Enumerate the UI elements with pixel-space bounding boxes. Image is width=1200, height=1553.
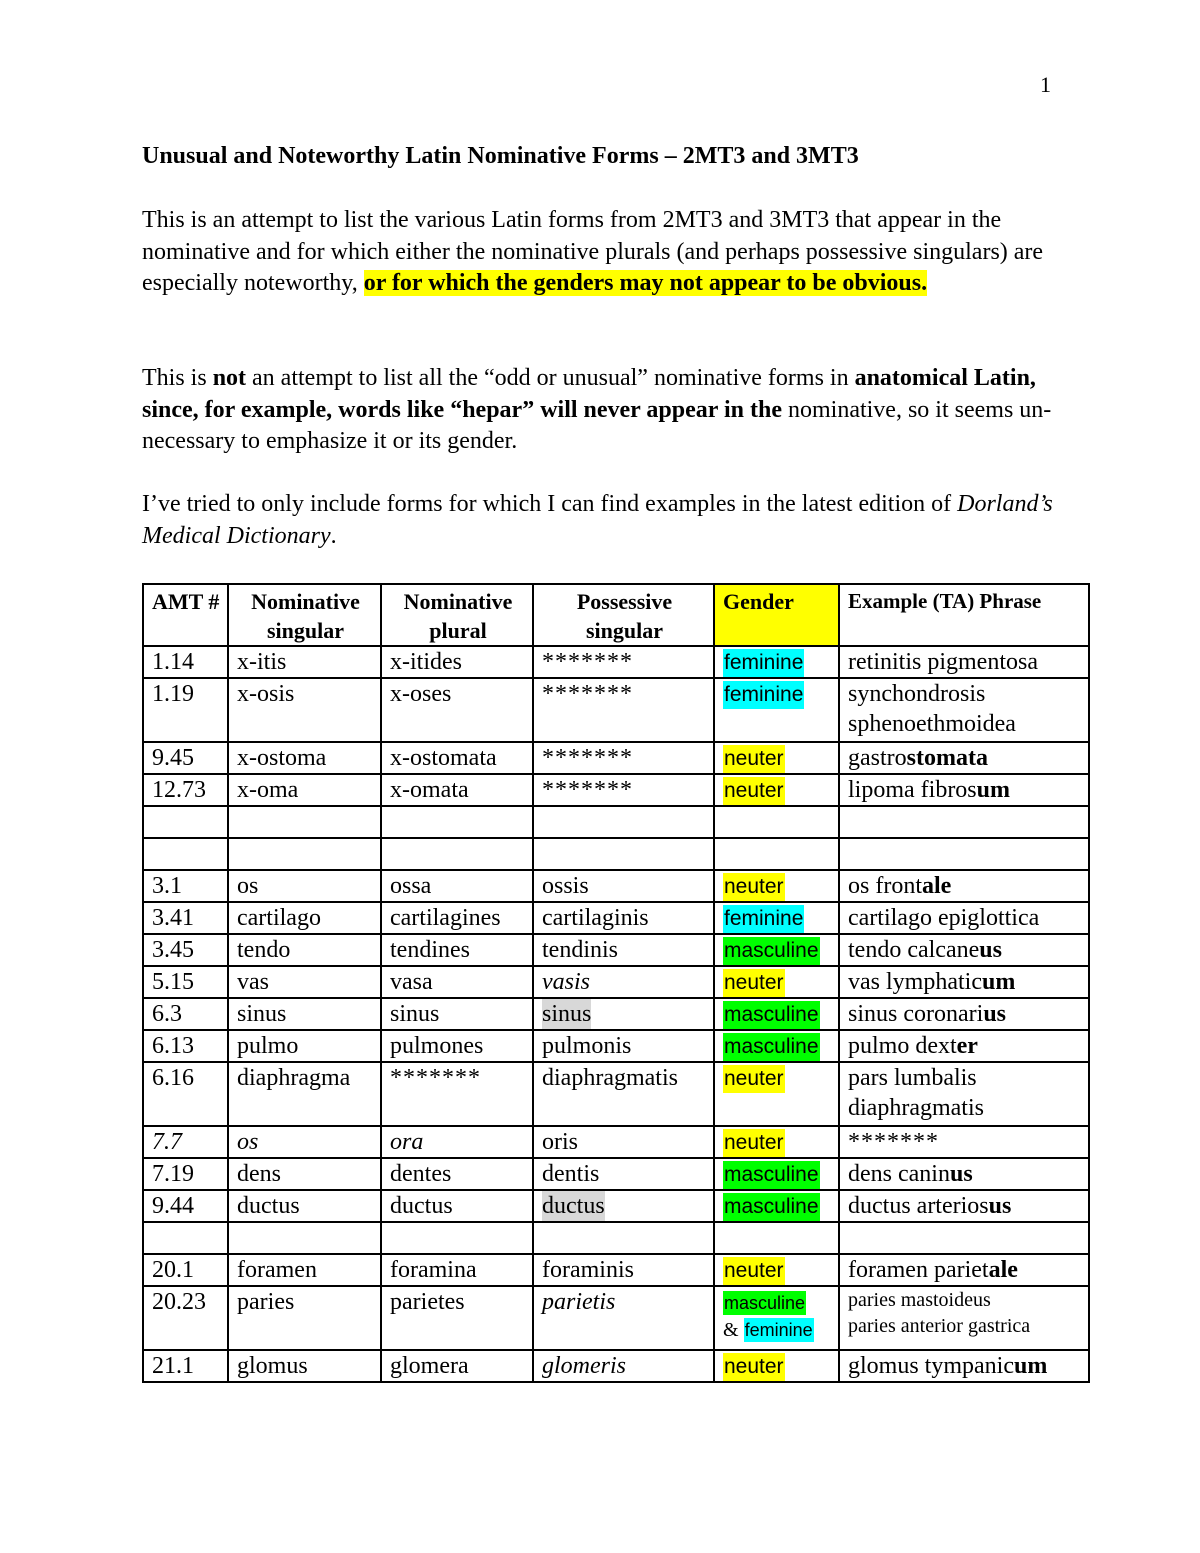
document-title: Unusual and Noteworthy Latin Nominative Forms – 2MT3 and 3MT3 xyxy=(142,143,859,169)
gender-cell xyxy=(714,1126,839,1158)
header-nominative-plural: Nominative plural xyxy=(381,584,533,646)
amt-cell: 6.16 xyxy=(143,1062,228,1126)
gender-cell xyxy=(714,1350,839,1382)
example-line: paries anterior gastrica xyxy=(848,1315,1031,1337)
example-cell xyxy=(839,1190,1089,1222)
scope-text-a: This is xyxy=(142,365,213,391)
gender-badge: neuter xyxy=(723,1065,785,1093)
nominative-forms-table xyxy=(142,583,1090,1383)
nominative-plural-cell: ******* xyxy=(381,1062,533,1126)
example-stem: lipoma fibros xyxy=(848,777,977,803)
possessive-singular-cell: cartilaginis xyxy=(533,902,714,934)
nominative-singular-cell: x-itis xyxy=(228,646,381,678)
scope-text-c: an attempt to list all the “odd or unusual” nominative forms in xyxy=(246,365,855,391)
gender-cell xyxy=(714,1286,839,1350)
nominative-plural-cell: foramina xyxy=(381,1254,533,1286)
amt-cell: 9.44 xyxy=(143,1190,228,1222)
gender-cell xyxy=(714,902,839,934)
amt-cell: 6.3 xyxy=(143,998,228,1030)
example-ending: ale xyxy=(922,873,952,899)
dictionary-title: Dorland’s Medical Dictionary xyxy=(142,491,1053,549)
example-cell: retinitis pigmentosa xyxy=(839,646,1089,678)
amt-cell: 3.45 xyxy=(143,934,228,966)
sources-paragraph xyxy=(142,489,1072,552)
nominative-singular-cell: sinus xyxy=(228,998,381,1030)
possessive-singular-cell xyxy=(533,998,714,1030)
example-ending: um xyxy=(981,969,1016,995)
gender-badge: feminine xyxy=(723,649,804,677)
scope-text-e: nominative, so it seems un-necessary to emphasize it or its gender. xyxy=(142,396,1052,454)
possessive-highlight: ductus xyxy=(542,1193,605,1219)
amt-cell: 9.45 xyxy=(143,742,228,774)
example-ending: um xyxy=(1013,1353,1048,1379)
nominative-plural-cell: x-omata xyxy=(381,774,533,806)
nominative-singular-cell: x-osis xyxy=(228,678,381,742)
nominative-singular-cell: paries xyxy=(228,1286,381,1350)
gender-cell xyxy=(714,966,839,998)
nominative-plural-cell: ossa xyxy=(381,870,533,902)
nominative-plural-cell: dentes xyxy=(381,1158,533,1190)
example-cell xyxy=(839,1286,1089,1350)
table-row xyxy=(143,1126,1089,1158)
nominative-singular-cell: os xyxy=(228,1126,381,1158)
nominative-singular-cell: diaphragma xyxy=(228,1062,381,1126)
gender-cell xyxy=(714,998,839,1030)
example-cell xyxy=(839,1062,1089,1126)
example-cell xyxy=(839,1158,1089,1190)
table-row xyxy=(143,934,1089,966)
header-nominative-singular: Nominative singular xyxy=(228,584,381,646)
table-row xyxy=(143,646,1089,678)
gender-badge: neuter xyxy=(723,745,785,773)
nominative-plural-cell: cartilagines xyxy=(381,902,533,934)
amt-cell: 1.19 xyxy=(143,678,228,742)
nominative-singular-cell: vas xyxy=(228,966,381,998)
gender-cell xyxy=(714,1062,839,1126)
example-stem: glomus tympanic xyxy=(848,1353,1014,1379)
gender-cell xyxy=(714,1254,839,1286)
table-row xyxy=(143,1350,1089,1382)
gender-badge: neuter xyxy=(723,1129,785,1157)
table-row xyxy=(143,870,1089,902)
gender-badge: masculine xyxy=(723,1001,820,1029)
page-number: 1 xyxy=(1040,72,1051,97)
possessive-singular-cell: vasis xyxy=(533,966,714,998)
sources-period: . xyxy=(330,522,337,549)
header-amt: AMT # xyxy=(143,584,228,646)
example-ending: stomata xyxy=(906,745,988,771)
possessive-singular-cell: foraminis xyxy=(533,1254,714,1286)
nominative-singular-cell: x-ostoma xyxy=(228,742,381,774)
scope-paragraph xyxy=(142,363,1072,458)
example-cell: ******* xyxy=(839,1126,1089,1158)
example-ending: er xyxy=(956,1033,978,1059)
empty-row xyxy=(143,806,1089,838)
possessive-singular-cell: glomeris xyxy=(533,1350,714,1382)
example-cell xyxy=(839,1254,1089,1286)
gender-cell xyxy=(714,1158,839,1190)
possessive-singular-cell: ******* xyxy=(533,678,714,742)
example-cell xyxy=(839,966,1089,998)
table-row xyxy=(143,774,1089,806)
gender-badge: masculine xyxy=(723,1161,820,1189)
scope-text-bold: anatomical Latin, since, for example, words like “hepar” will never appear in the xyxy=(142,365,1036,423)
nominative-singular-cell: tendo xyxy=(228,934,381,966)
amt-cell: 12.73 xyxy=(143,774,228,806)
example-ending: ale xyxy=(988,1257,1018,1283)
possessive-highlight: sinus xyxy=(542,1001,592,1027)
gender-cell xyxy=(714,646,839,678)
amt-cell: 20.1 xyxy=(143,1254,228,1286)
nominative-singular-cell: foramen xyxy=(228,1254,381,1286)
table-row xyxy=(143,1190,1089,1222)
nominative-plural-cell: ora xyxy=(381,1126,533,1158)
example-cell xyxy=(839,934,1089,966)
possessive-singular-cell: pulmonis xyxy=(533,1030,714,1062)
example-line: pars lumbalis xyxy=(848,1065,977,1091)
gender-badge: feminine xyxy=(723,681,804,709)
amt-cell: 7.7 xyxy=(143,1126,228,1158)
nominative-plural-cell: tendines xyxy=(381,934,533,966)
example-ending: us xyxy=(988,1193,1012,1219)
possessive-singular-cell: ******* xyxy=(533,774,714,806)
gender-badge: neuter xyxy=(723,777,785,805)
gender-badge: masculine xyxy=(724,1293,806,1313)
table-row xyxy=(143,1254,1089,1286)
example-line: sphenoethmoidea xyxy=(848,711,1016,737)
gender-cell xyxy=(714,774,839,806)
possessive-singular-cell: ******* xyxy=(533,742,714,774)
scope-text-not: not xyxy=(212,365,247,391)
intro-paragraph xyxy=(142,205,1072,300)
example-cell xyxy=(839,678,1089,742)
empty-row xyxy=(143,838,1089,870)
table-row xyxy=(143,1062,1089,1126)
gender-badge: neuter xyxy=(723,1353,785,1381)
example-cell: cartilago epiglottica xyxy=(839,902,1089,934)
possessive-singular-cell: dentis xyxy=(533,1158,714,1190)
example-cell xyxy=(839,774,1089,806)
example-cell xyxy=(839,742,1089,774)
possessive-singular-cell: tendinis xyxy=(533,934,714,966)
table-row xyxy=(143,902,1089,934)
sources-text: I’ve tried to only include forms for which I can find examples in the latest edition of xyxy=(142,491,958,517)
amt-cell: 3.41 xyxy=(143,902,228,934)
table-row xyxy=(143,1286,1089,1350)
nominative-singular-cell: x-oma xyxy=(228,774,381,806)
example-ending: us xyxy=(949,1161,973,1187)
empty-row xyxy=(143,1222,1089,1254)
nominative-singular-cell: pulmo xyxy=(228,1030,381,1062)
header-gender: Gender xyxy=(714,584,839,646)
amt-cell: 7.19 xyxy=(143,1158,228,1190)
amt-cell: 3.1 xyxy=(143,870,228,902)
table-row xyxy=(143,966,1089,998)
amt-cell: 21.1 xyxy=(143,1350,228,1382)
example-cell xyxy=(839,1030,1089,1062)
table-header-row xyxy=(143,584,1089,646)
amt-cell: 1.14 xyxy=(143,646,228,678)
example-stem: os front xyxy=(848,873,922,899)
header-possessive-singular: Possessive singular xyxy=(533,584,714,646)
nominative-singular-cell: glomus xyxy=(228,1350,381,1382)
nominative-plural-cell: pulmones xyxy=(381,1030,533,1062)
nominative-singular-cell: cartilago xyxy=(228,902,381,934)
gender-cell xyxy=(714,678,839,742)
possessive-singular-cell xyxy=(533,1190,714,1222)
possessive-singular-cell: parietis xyxy=(533,1286,714,1350)
example-stem: gastro xyxy=(848,745,907,771)
example-ending: um xyxy=(976,777,1010,803)
example-line: diaphragmatis xyxy=(848,1095,984,1121)
nominative-plural-cell: sinus xyxy=(381,998,533,1030)
nominative-singular-cell: ductus xyxy=(228,1190,381,1222)
nominative-plural-cell: x-ostomata xyxy=(381,742,533,774)
example-stem: ductus arterios xyxy=(848,1193,989,1219)
gender-badge: feminine xyxy=(723,905,804,933)
table-row xyxy=(143,1030,1089,1062)
example-ending: us xyxy=(979,937,1002,963)
example-cell xyxy=(839,1350,1089,1382)
table-row xyxy=(143,678,1089,742)
example-cell xyxy=(839,870,1089,902)
gender-badge: neuter xyxy=(723,873,785,901)
nominative-plural-cell: x-itides xyxy=(381,646,533,678)
example-line: synchondrosis xyxy=(848,681,986,707)
example-stem: vas lymphatic xyxy=(848,969,982,995)
gender-cell xyxy=(714,1190,839,1222)
example-cell xyxy=(839,998,1089,1030)
nominative-plural-cell: vasa xyxy=(381,966,533,998)
nominative-plural-cell: x-oses xyxy=(381,678,533,742)
example-stem: dens canin xyxy=(848,1161,950,1187)
possessive-singular-cell: oris xyxy=(533,1126,714,1158)
gender-badge: masculine xyxy=(723,1033,820,1061)
intro-text: This is an attempt to list the various Latin forms from 2MT3 and 3MT3 that appear in the nominative and for which either the nominative plurals (and perhaps possessive singulars) are especially noteworthy, xyxy=(142,207,1044,296)
gender-ampersand: & xyxy=(723,1319,744,1341)
nominative-singular-cell: dens xyxy=(228,1158,381,1190)
example-line: paries mastoideus xyxy=(848,1289,991,1311)
nominative-plural-cell: parietes xyxy=(381,1286,533,1350)
gender-badge: neuter xyxy=(723,1257,785,1285)
amt-cell: 20.23 xyxy=(143,1286,228,1350)
amt-cell: 5.15 xyxy=(143,966,228,998)
gender-badge: feminine xyxy=(744,1320,813,1340)
gender-badge: masculine xyxy=(723,1193,820,1221)
example-ending: us xyxy=(983,1001,1006,1027)
gender-cell xyxy=(714,934,839,966)
possessive-singular-cell: ******* xyxy=(533,646,714,678)
nominative-singular-cell: os xyxy=(228,870,381,902)
example-stem: tendo calcane xyxy=(848,937,980,963)
gender-cell xyxy=(714,870,839,902)
table-row xyxy=(143,1158,1089,1190)
example-stem: sinus coronari xyxy=(848,1001,984,1027)
table-row xyxy=(143,998,1089,1030)
gender-badge: neuter xyxy=(723,969,785,997)
example-stem: pulmo dext xyxy=(848,1033,957,1059)
possessive-singular-cell: diaphragmatis xyxy=(533,1062,714,1126)
amt-cell: 6.13 xyxy=(143,1030,228,1062)
possessive-singular-cell: ossis xyxy=(533,870,714,902)
gender-badge: masculine xyxy=(723,937,820,965)
gender-cell xyxy=(714,1030,839,1062)
nominative-plural-cell: glomera xyxy=(381,1350,533,1382)
example-stem: foramen pariet xyxy=(848,1257,989,1283)
gender-cell xyxy=(714,742,839,774)
table-row xyxy=(143,742,1089,774)
intro-highlight: or for which the genders may not appear to be obvious. xyxy=(363,270,928,296)
header-example-phrase: Example (TA) Phrase xyxy=(839,584,1089,646)
nominative-plural-cell: ductus xyxy=(381,1190,533,1222)
